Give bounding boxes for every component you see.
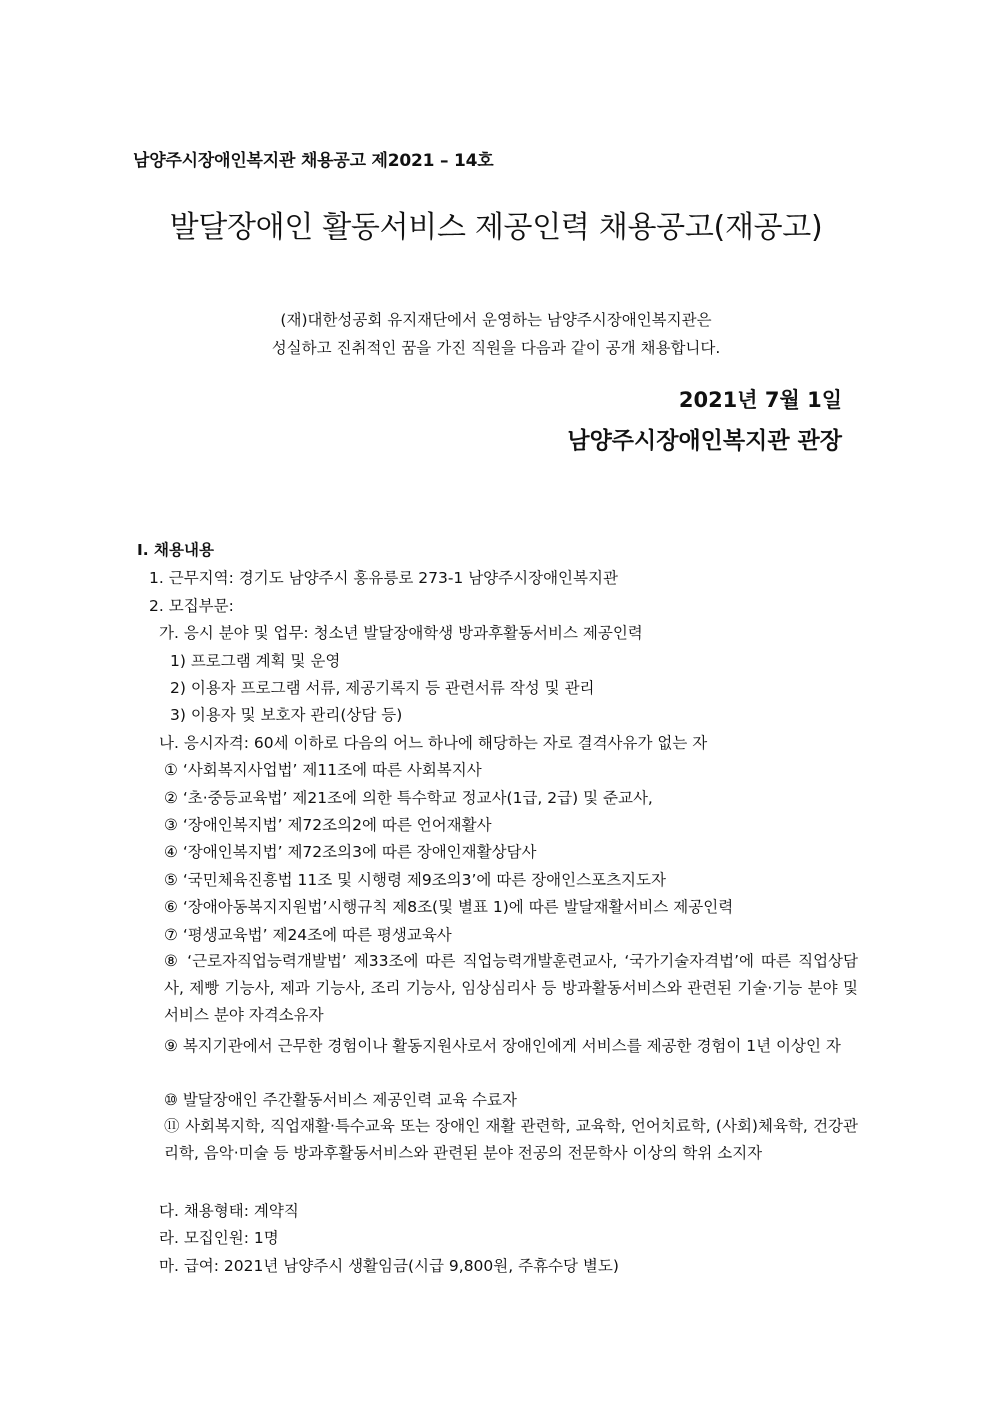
salary-item: 마. 급여: 2021년 남양주시 생활임금(시급 9,800원, 주휴수당 별도): [159, 1257, 619, 1275]
qualification-item: ⑨ 복지기관에서 근무한 경험이나 활동지원사로서 장애인에게 서비스를 제공한 경험이 1년 이상인 자: [164, 1037, 841, 1055]
signature-organization: 남양주시장애인복지관 관장: [567, 428, 842, 454]
qualification-item: ② ‘초·중등교육법’ 제21조에 의한 특수학교 정교사(1급, 2급) 및 준교사,: [164, 789, 653, 807]
intro-line-1: (재)대한성공회 유지재단에서 운영하는 남양주시장애인복지관은: [280, 311, 712, 329]
qualification-item: ⑤ ‘국민체육진흥법 11조 및 시행령 제9조의3’에 따른 장애인스포츠지도자: [164, 871, 666, 889]
qualification-item: ③ ‘장애인복지법’ 제72조의2에 따른 언어재활사: [164, 816, 492, 834]
qualification-item: ⑥ ‘장애아동복지지원법’시행규칙 제8조(및 별표 1)에 따른 발달재활서비스 제공인력: [164, 898, 734, 916]
duty-item: 1) 프로그램 계획 및 운영: [170, 652, 341, 670]
section-heading: Ⅰ. 채용내용: [137, 541, 214, 559]
qualification-item: ⑦ ‘평생교육법’ 제24조에 따른 평생교육사: [164, 926, 452, 944]
qualification-item: ⑩ 발달장애인 주간활동서비스 제공인력 교육 수료자: [164, 1091, 517, 1109]
headcount-item: 라. 모집인원: 1명: [159, 1229, 279, 1247]
signature-date: 2021년 7월 1일: [678, 388, 842, 412]
qualification-item: ⑧ ‘근로자직업능력개발법’ 제33조에 따른 직업능력개발훈련교사, ‘국가기술자격법’에 따른 직업상담사, 제빵 기능사, 제과 기능사, 조리 기능사, 임상심리사 등 방과활동서비스와 관련된 기술·기능 분야 및 서비스 분야 자격소유자: [164, 952, 858, 1024]
qualification-heading: 나. 응시자격: 60세 이하로 다음의 어느 하나에 해당하는 자로 결격사유가 없는 자: [159, 734, 708, 752]
qualification-item: ④ ‘장애인복지법’ 제72조의3에 따른 장애인재활상담사: [164, 843, 537, 861]
qualification-item: ① ‘사회복지사업법’ 제11조에 따른 사회복지사: [164, 761, 482, 779]
workplace-item: 1. 근무지역: 경기도 남양주시 홍유릉로 273-1 남양주시장애인복지관: [149, 569, 618, 587]
recruit-heading: 2. 모집부문:: [149, 597, 234, 615]
notice-number: 남양주시장애인복지관 채용공고 제2021 – 14호: [133, 151, 494, 171]
field-item: 가. 응시 분야 및 업무: 청소년 발달장애학생 방과후활동서비스 제공인력: [159, 624, 643, 642]
duty-item: 3) 이용자 및 보호자 관리(상담 등): [170, 706, 403, 724]
employment-type-item: 다. 채용형태: 계약직: [159, 1202, 299, 1220]
intro-line-2: 성실하고 진취적인 꿈을 가진 직원을 다음과 같이 공개 채용합니다.: [271, 339, 721, 357]
qualification-item: ⑪ 사회복지학, 직업재활·특수교육 또는 장애인 재활 관련학, 교육학, 언어치료학, (사회)체육학, 건강관리학, 음악·미술 등 방과후활동서비스와 관련된 분야 전공의 전문학사 이상의 학위 소지자: [164, 1117, 858, 1162]
page-title: 발달장애인 활동서비스 제공인력 채용공고(재공고): [169, 210, 823, 245]
duty-item: 2) 이용자 프로그램 서류, 제공기록지 등 관련서류 작성 및 관리: [170, 679, 595, 697]
